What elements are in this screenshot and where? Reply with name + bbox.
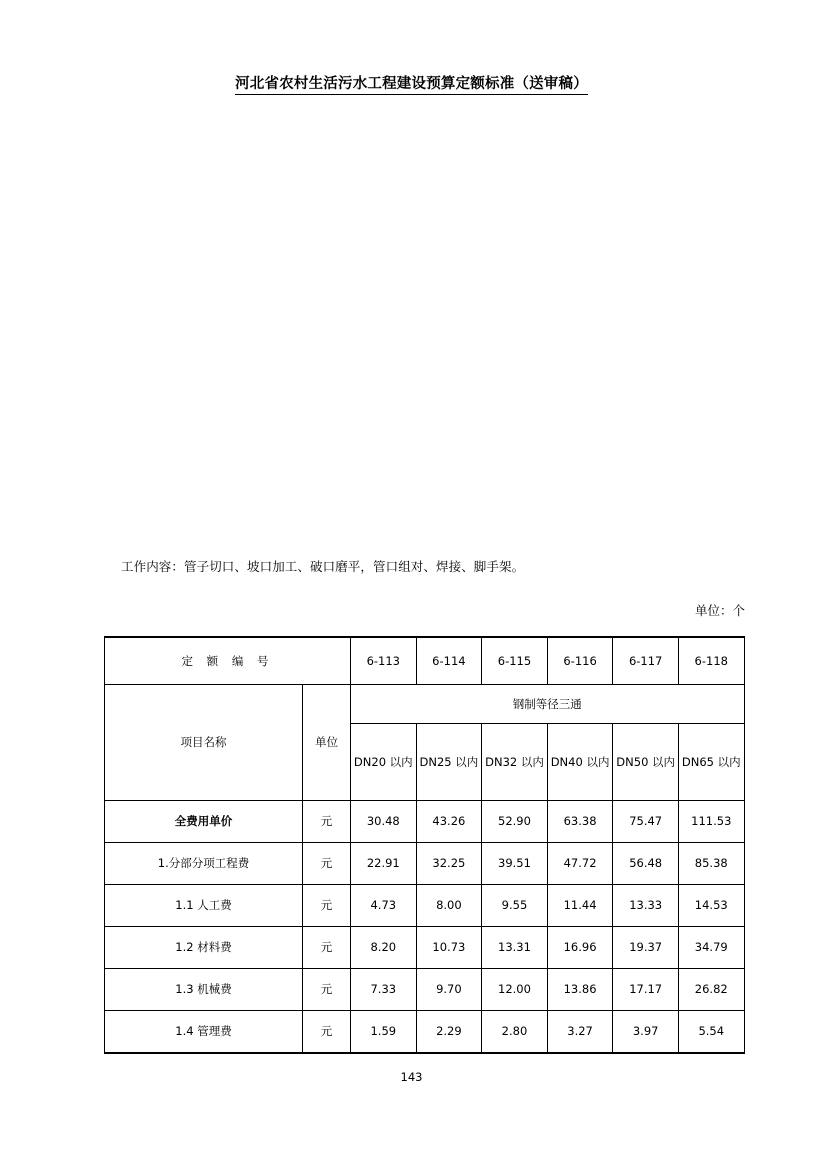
row-value: 2.29 <box>416 1011 482 1054</box>
page-title-text: 河北省农村生活污水工程建设预算定额标准（送审稿） <box>235 76 588 95</box>
row-unit: 元 <box>303 843 351 885</box>
column-header-spec-6: DN65 以内 <box>678 724 744 801</box>
row-value: 9.70 <box>416 969 482 1011</box>
row-value: 52.90 <box>482 801 548 843</box>
row-value: 4.73 <box>351 885 417 927</box>
quota-code-2: 6-114 <box>416 637 482 685</box>
column-header-spec-5: DN50 以内 <box>613 724 679 801</box>
row-unit: 元 <box>303 969 351 1011</box>
row-label: 1.1 人工费 <box>105 885 303 927</box>
row-value: 26.82 <box>678 969 744 1011</box>
table-row <box>105 843 745 885</box>
table-row <box>105 801 745 843</box>
quota-code-3: 6-115 <box>482 637 548 685</box>
row-value: 111.53 <box>678 801 744 843</box>
column-header-spec-3: DN32 以内 <box>482 724 548 801</box>
row-value: 11.44 <box>547 885 613 927</box>
table-row-group-header <box>105 685 745 724</box>
row-value: 85.38 <box>678 843 744 885</box>
table-row <box>105 969 745 1011</box>
table-row <box>105 927 745 969</box>
row-value: 17.17 <box>613 969 679 1011</box>
quota-code-6: 6-118 <box>678 637 744 685</box>
row-label: 1.3 机械费 <box>105 969 303 1011</box>
column-header-spec-4: DN40 以内 <box>547 724 613 801</box>
row-value: 39.51 <box>482 843 548 885</box>
work-content-line: 工作内容：管子切口、坡口加工、破口磨平，管口组对、焊接、脚手架。 <box>121 559 525 574</box>
row-value: 5.54 <box>678 1011 744 1054</box>
row-unit: 元 <box>303 1011 351 1054</box>
row-value: 3.27 <box>547 1011 613 1054</box>
quota-code-1: 6-113 <box>351 637 417 685</box>
unit-note: 单位：个 <box>694 603 745 618</box>
row-value: 30.48 <box>351 801 417 843</box>
row-value: 8.00 <box>416 885 482 927</box>
row-unit: 元 <box>303 927 351 969</box>
quota-table <box>104 636 745 1054</box>
row-value: 3.97 <box>613 1011 679 1054</box>
row-value: 12.00 <box>482 969 548 1011</box>
row-value: 14.53 <box>678 885 744 927</box>
row-value: 13.33 <box>613 885 679 927</box>
row-label: 1.4 管理费 <box>105 1011 303 1054</box>
quota-code-5: 6-117 <box>613 637 679 685</box>
row-value: 13.31 <box>482 927 548 969</box>
quota-code-label: 定 额 编 号 <box>105 637 351 685</box>
row-value: 56.48 <box>613 843 679 885</box>
row-value: 13.86 <box>547 969 613 1011</box>
row-value: 9.55 <box>482 885 548 927</box>
row-value: 8.20 <box>351 927 417 969</box>
row-value: 34.79 <box>678 927 744 969</box>
table-row <box>105 885 745 927</box>
row-unit: 元 <box>303 801 351 843</box>
row-value: 43.26 <box>416 801 482 843</box>
row-value: 63.38 <box>547 801 613 843</box>
row-label: 1.分部分项工程费 <box>105 843 303 885</box>
column-header-unit: 单位 <box>303 685 351 801</box>
table-row-quota-code <box>105 637 745 685</box>
row-value: 2.80 <box>482 1011 548 1054</box>
page-title <box>0 72 823 93</box>
row-unit: 元 <box>303 885 351 927</box>
column-header-spec-1: DN20 以内 <box>351 724 417 801</box>
column-group-header: 钢制等径三通 <box>351 685 745 724</box>
row-value: 32.25 <box>416 843 482 885</box>
table-row <box>105 1011 745 1054</box>
row-value: 16.96 <box>547 927 613 969</box>
row-value: 47.72 <box>547 843 613 885</box>
row-value: 22.91 <box>351 843 417 885</box>
row-label: 1.2 材料费 <box>105 927 303 969</box>
row-value: 75.47 <box>613 801 679 843</box>
row-label: 全费用单价 <box>105 801 303 843</box>
row-value: 7.33 <box>351 969 417 1011</box>
column-header-spec-2: DN25 以内 <box>416 724 482 801</box>
column-header-item-name: 项目名称 <box>105 685 303 801</box>
row-value: 1.59 <box>351 1011 417 1054</box>
row-value: 10.73 <box>416 927 482 969</box>
quota-code-4: 6-116 <box>547 637 613 685</box>
row-value: 19.37 <box>613 927 679 969</box>
page-number: 143 <box>400 1070 423 1084</box>
